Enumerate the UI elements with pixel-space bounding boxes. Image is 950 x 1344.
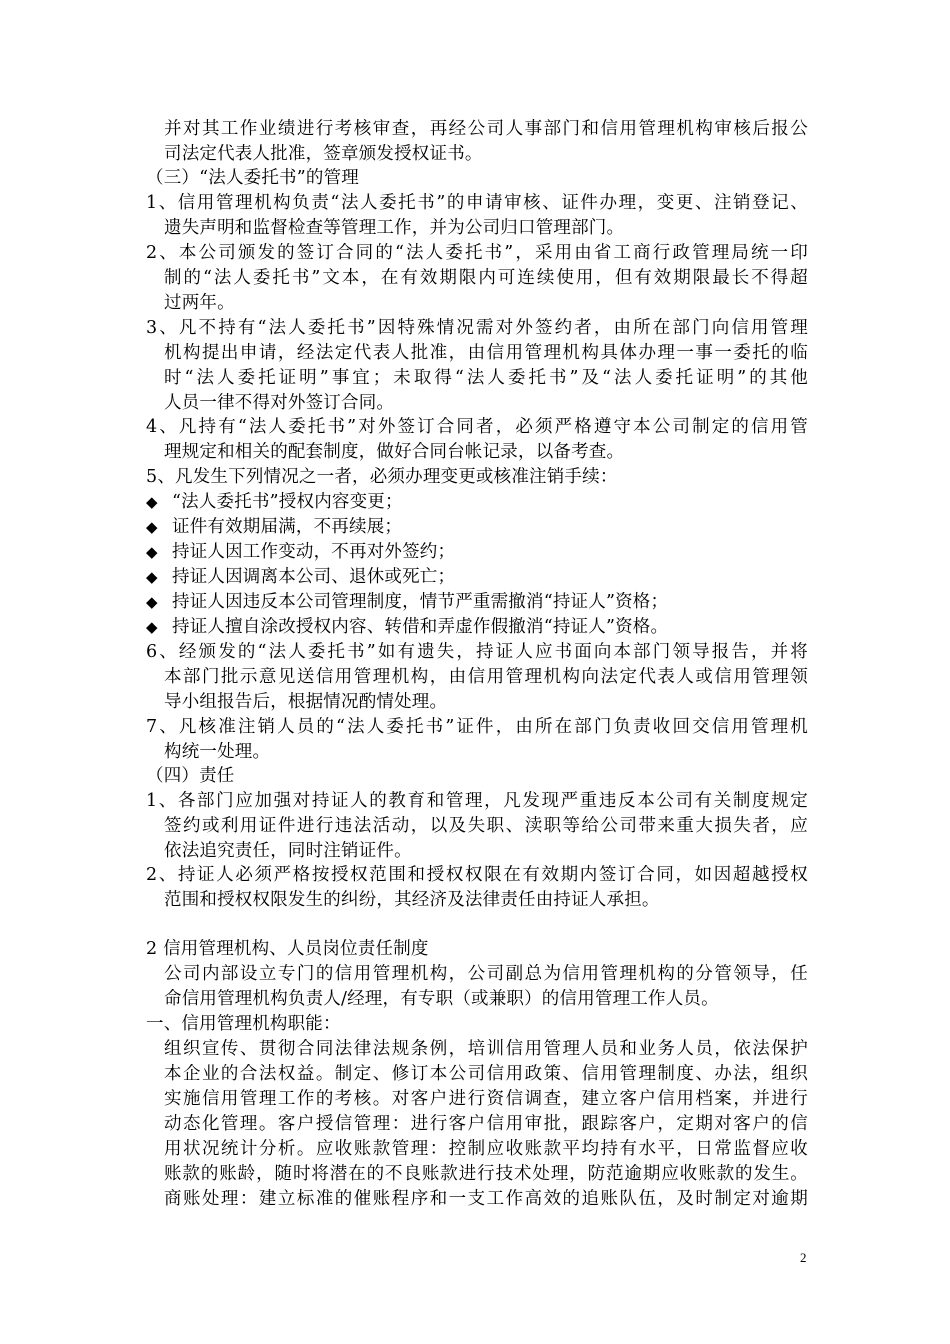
list-item: 1、信用管理机构负责“法人委托书”的申请审核、证件办理，变更、注销登记、 (146, 193, 808, 213)
section-heading: 一、信用管理机构职能： (146, 1014, 341, 1034)
list-item: 4、凡持有“法人委托书”对外签订合同者，必须严格遵守本公司制定的信用管 (146, 417, 808, 437)
text-line: 本部门批示意见送信用管理机构，由信用管理机构向法定代表人或信用管理领 (164, 667, 808, 687)
text-line: 司法定代表人批准，签章颁发授权证书。 (164, 144, 483, 164)
text-line: 命信用管理机构负责人/经理，有专职（或兼职）的信用管理工作人员。 (164, 989, 719, 1009)
page-number: 2 (800, 1250, 807, 1265)
text-line: 依法追究责任，同时注销证件。 (164, 841, 412, 861)
section-heading: （三）“法人委托书”的管理 (146, 168, 359, 188)
list-item: 3、凡不持有“法人委托书”因特殊情况需对外签约者，由所在部门向信用管理 (146, 318, 808, 338)
text-line: 人员一律不得对外签订合同。 (164, 393, 395, 413)
list-item: 7、凡核准注销人员的“法人委托书”证件，由所在部门负责收回交信用管理机 (146, 717, 808, 737)
text-line: 时“法人委托证明”事宜；未取得“法人委托书”及“法人委托证明”的其他 (164, 368, 808, 388)
text-line: 理规定和相关的配套制度，做好合同台帐记录，以备考查。 (164, 442, 625, 462)
text-line: 签约或利用证件进行违法活动，以及失职、渎职等给公司带来重大损失者，应 (164, 816, 808, 836)
text-line: 范围和授权权限发生的纠纷，其经济及法律责任由持证人承担。 (164, 890, 660, 910)
text-line: 本企业的合法权益。制定、修订本公司信用政策、信用管理制度、办法，组织 (164, 1064, 808, 1084)
text-line: 制的“法人委托书”文本，在有效期限内可连续使用，但有效期限最长不得超 (164, 268, 808, 288)
text-line: 构统一处理。 (164, 742, 271, 762)
text-line: 过两年。 (164, 293, 235, 313)
bullet-item: 持证人因违反本公司管理制度，情节严重需撤消“持证人”资格； (172, 592, 669, 612)
bullet-item: 持证人因调离本公司、退休或死亡； (172, 567, 456, 587)
list-item: 5、凡发生下列情况之一者，必须办理变更或核准注销手续： (146, 467, 618, 487)
list-item: 6、经颁发的“法人委托书”如有遗失，持证人应书面向本部门领导报告，并将 (146, 642, 808, 662)
diamond-bullet-icon: ◆ (146, 543, 158, 561)
text-line: 公司内部设立专门的信用管理机构，公司副总为信用管理机构的分管领导，任 (164, 964, 808, 984)
text-line: 遗失声明和监督检查等管理工作，并为公司归口管理部门。 (164, 218, 625, 238)
diamond-bullet-icon: ◆ (146, 593, 158, 611)
diamond-bullet-icon: ◆ (146, 568, 158, 586)
list-item: 2、持证人必须严格按授权范围和授权权限在有效期内签订合同，如因超越授权 (146, 865, 808, 885)
text-line: 动态化管理。客户授信管理：进行客户信用审批，跟踪客户，定期对客户的信 (164, 1114, 808, 1134)
diamond-bullet-icon: ◆ (146, 493, 158, 511)
text-line: 并对其工作业绩进行考核审查，再经公司人事部门和信用管理机构审核后报公 (164, 119, 808, 139)
section-heading: 2 信用管理机构、人员岗位责任制度 (146, 939, 429, 959)
list-item: 2、本公司颁发的签订合同的“法人委托书”，采用由省工商行政管理局统一印 (146, 243, 808, 263)
list-item: 1、各部门应加强对持证人的教育和管理，凡发现严重违反本公司有关制度规定 (146, 791, 808, 811)
text-line: 组织宣传、贯彻合同法律法规条例，培训信用管理人员和业务人员，依法保护 (164, 1039, 808, 1059)
diamond-bullet-icon: ◆ (146, 618, 158, 636)
bullet-item: 持证人因工作变动，不再对外签约； (172, 542, 456, 562)
text-line: 导小组报告后，根据情况酌情处理。 (164, 692, 448, 712)
diamond-bullet-icon: ◆ (146, 518, 158, 536)
text-line: 账款的账龄，随时将潜在的不良账款进行技术处理，防范逾期应收账款的发生。 (164, 1164, 808, 1184)
text-line: 商账处理：建立标准的催账程序和一支工作高效的追账队伍，及时制定对逾期 (164, 1189, 808, 1209)
bullet-item: 持证人擅自涂改授权内容、转借和弄虚作假撤消“持证人”资格。 (172, 617, 669, 637)
section-heading: （四）责任 (146, 766, 235, 786)
text-line: 用状况统计分析。应收账款管理：控制应收账款平均持有水平，日常监督应收 (164, 1139, 808, 1159)
text-line: 机构提出申请，经法定代表人批准，由信用管理机构具体办理一事一委托的临 (164, 343, 808, 363)
text-line: 实施信用管理工作的考核。对客户进行资信调查，建立客户信用档案，并进行 (164, 1089, 808, 1109)
bullet-item: “法人委托书”授权内容变更； (172, 492, 403, 512)
bullet-item: 证件有效期届满，不再续展； (172, 517, 403, 537)
